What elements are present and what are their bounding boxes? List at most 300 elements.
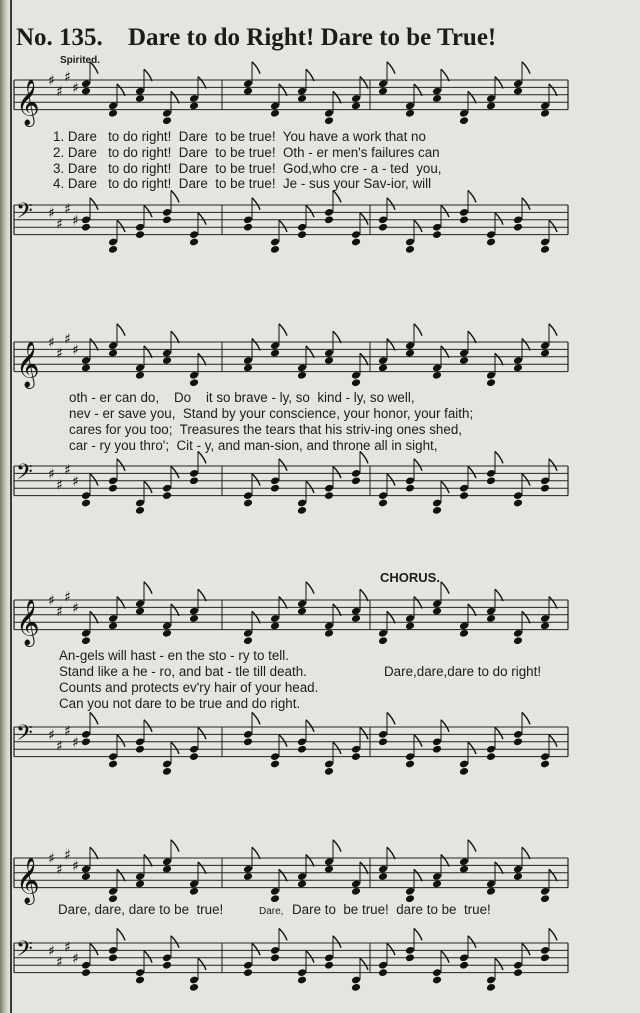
note-flag [441, 582, 449, 594]
note-head [540, 245, 550, 254]
sharp-icon: ♯ [48, 727, 55, 744]
note-flag [468, 604, 476, 616]
note-flag [171, 840, 179, 852]
sharp-icon: ♯ [56, 477, 63, 494]
note-head [162, 629, 172, 638]
note-flag [306, 951, 314, 963]
note-head [378, 499, 388, 508]
note-flag [333, 466, 341, 478]
note-flag [549, 459, 557, 471]
note-head [486, 101, 496, 110]
note-head [297, 745, 307, 754]
verse-lyric-line-7: cares for you too; Treasures the tears that his striv-ing ones shed, [69, 422, 462, 437]
note-flag [495, 589, 503, 601]
note-flag [117, 84, 125, 96]
note-head [540, 349, 550, 358]
note-flag [198, 77, 206, 89]
note-flag [279, 597, 287, 609]
note-flag [387, 943, 395, 955]
note-flag [387, 611, 395, 623]
note-head [540, 953, 550, 962]
note-head [351, 614, 361, 623]
note-flag [333, 331, 341, 343]
hymn-title: Dare to do Right! Dare to be True! [128, 24, 497, 51]
note-flag [495, 451, 503, 463]
note-flag [198, 862, 206, 874]
note-flag [333, 742, 341, 754]
sharp-icon: ♯ [48, 335, 55, 351]
note-flag [198, 727, 206, 739]
note-head [405, 953, 415, 962]
note-flag [522, 474, 530, 486]
note-head [432, 94, 442, 103]
note-flag [495, 727, 503, 739]
note-head [513, 737, 523, 746]
chorus-label: CHORUS. [380, 570, 440, 585]
note-head [324, 215, 334, 224]
note-head [405, 349, 415, 358]
note-flag [360, 353, 368, 365]
note-flag [252, 611, 260, 623]
sharp-icon: ♯ [72, 858, 79, 875]
note-head [405, 760, 415, 769]
verse-lyric-line-12: Can you not dare to be true and do right. [59, 696, 301, 711]
sharp-icon: ♯ [56, 84, 63, 101]
note-flag [252, 712, 260, 724]
note-flag [360, 958, 368, 970]
sharp-icon: ♯ [64, 847, 71, 864]
note-flag [252, 474, 260, 486]
chorus-lyric-line-2a: Dare, dare, dare to be true! [58, 902, 224, 917]
note-flag [468, 742, 476, 754]
note-head [108, 760, 118, 769]
note-flag [441, 951, 449, 963]
note-flag [117, 735, 125, 747]
bass-staff-system-2 [0, 456, 640, 516]
note-flag [333, 190, 341, 202]
note-flag [360, 862, 368, 874]
sharp-icon: ♯ [64, 69, 71, 86]
note-flag [144, 720, 152, 732]
note-flag [441, 855, 449, 867]
note-flag [252, 847, 260, 859]
note-flag [333, 936, 341, 948]
note-head [459, 116, 469, 125]
note-head [243, 636, 253, 645]
note-flag [306, 481, 314, 493]
note-head [162, 356, 172, 365]
treble-clef-icon: 𝄞 [16, 341, 40, 388]
note-head [108, 621, 118, 630]
bass-clef-icon: 𝄢 [16, 937, 33, 967]
note-head [189, 378, 199, 387]
note-head [486, 887, 496, 896]
sharp-icon: ♯ [56, 862, 63, 879]
note-flag [495, 958, 503, 970]
note-flag [117, 928, 125, 940]
note-flag [90, 474, 98, 486]
note-head [162, 767, 172, 776]
note-flag [387, 847, 395, 859]
note-head [297, 607, 307, 616]
note-head [432, 506, 442, 515]
note-head [405, 621, 415, 630]
note-flag [144, 346, 152, 358]
note-head [432, 607, 442, 616]
note-flag [306, 720, 314, 732]
note-head [324, 865, 334, 874]
verse-lyric-line-3: 3. Dare to do right! Dare to be true! God,who cre - a - ted you, [53, 161, 442, 176]
note-head [243, 223, 253, 232]
note-flag [171, 190, 179, 202]
bass-clef-icon: 𝄢 [16, 721, 33, 751]
note-head [135, 94, 145, 103]
note-head [459, 215, 469, 224]
note-flag [495, 213, 503, 225]
sharp-icon: ♯ [56, 346, 63, 363]
note-flag [414, 324, 422, 336]
note-head [81, 636, 91, 645]
note-head [243, 363, 253, 372]
note-flag [198, 958, 206, 970]
note-flag [441, 69, 449, 81]
note-head [135, 607, 145, 616]
note-flag [90, 198, 98, 210]
note-flag [279, 735, 287, 747]
note-flag [252, 943, 260, 955]
note-head [135, 371, 145, 380]
note-head [405, 245, 415, 254]
sharp-icon: ♯ [72, 473, 79, 490]
note-flag [468, 331, 476, 343]
note-head [270, 953, 280, 962]
note-head [297, 371, 307, 380]
sharp-icon: ♯ [72, 600, 79, 617]
note-flag [468, 936, 476, 948]
note-flag [549, 928, 557, 940]
note-head [162, 491, 172, 500]
note-flag [360, 77, 368, 89]
note-head [81, 737, 91, 746]
note-head [108, 349, 118, 358]
note-head [459, 356, 469, 365]
note-head [351, 238, 361, 247]
note-flag [549, 84, 557, 96]
note-head [540, 760, 550, 769]
note-head [297, 879, 307, 888]
note-head [351, 101, 361, 110]
note-flag [90, 611, 98, 623]
note-flag [522, 339, 530, 351]
note-head [189, 983, 199, 992]
note-flag [441, 481, 449, 493]
sharp-icon: ♯ [56, 216, 63, 233]
note-flag [495, 77, 503, 89]
note-head [81, 872, 91, 881]
note-flag [144, 855, 152, 867]
note-head [351, 476, 361, 485]
note-flag [441, 205, 449, 217]
treble-staff-system-2 [0, 332, 640, 392]
note-flag [387, 474, 395, 486]
note-flag [414, 735, 422, 747]
note-head [135, 506, 145, 515]
hymn-header [16, 24, 626, 58]
note-head [540, 484, 550, 493]
note-head [297, 94, 307, 103]
note-head [297, 230, 307, 239]
note-head [324, 629, 334, 638]
sharp-icon: ♯ [72, 950, 79, 967]
note-head [243, 872, 253, 881]
note-head [108, 245, 118, 254]
note-head [324, 961, 334, 970]
note-head [189, 752, 199, 761]
note-flag [306, 69, 314, 81]
note-flag [198, 589, 206, 601]
note-head [108, 953, 118, 962]
note-head [81, 499, 91, 508]
note-flag [468, 190, 476, 202]
verse-lyric-line-1: 1. Dare to do right! Dare to be true! You have a work that no [53, 129, 426, 144]
note-head [243, 499, 253, 508]
note-flag [171, 742, 179, 754]
note-head [243, 87, 253, 96]
note-flag [522, 712, 530, 724]
note-flag [522, 943, 530, 955]
sharp-icon: ♯ [48, 943, 55, 960]
note-flag [279, 459, 287, 471]
note-flag [144, 582, 152, 594]
note-head [378, 968, 388, 977]
verse-lyric-line-4: 4. Dare to do right! Dare to be true! Je - sus your Sav-ior, will [53, 176, 432, 191]
sharp-icon: ♯ [64, 589, 71, 606]
note-flag [144, 481, 152, 493]
note-flag [279, 84, 287, 96]
note-head [135, 976, 145, 985]
note-head [243, 737, 253, 746]
note-head [324, 767, 334, 776]
treble-clef-icon: 𝄞 [16, 79, 40, 126]
note-head [108, 109, 118, 118]
note-flag [90, 847, 98, 859]
verse-lyric-line-6: nev - er save you, Stand by your conscience, your honor, your faith; [69, 406, 474, 421]
note-flag [117, 869, 125, 881]
note-head [459, 961, 469, 970]
note-head [162, 215, 172, 224]
note-flag [441, 346, 449, 358]
note-head [486, 238, 496, 247]
note-head [162, 961, 172, 970]
sharp-icon: ♯ [64, 939, 71, 956]
note-head [378, 737, 388, 746]
note-flag [333, 604, 341, 616]
tempo-marking: Spirited. [60, 55, 101, 66]
note-flag [360, 213, 368, 225]
note-flag [387, 712, 395, 724]
note-head [324, 356, 334, 365]
note-head [459, 865, 469, 874]
note-head [81, 363, 91, 372]
sharp-icon: ♯ [48, 73, 55, 89]
note-flag [387, 198, 395, 210]
chorus-lyric-line-2b: Dare, [259, 906, 284, 917]
bass-clef-icon: 𝄢 [16, 460, 33, 490]
note-head [486, 752, 496, 761]
note-flag [279, 869, 287, 881]
note-flag [279, 928, 287, 940]
note-flag [522, 62, 530, 74]
note-head [486, 983, 496, 992]
sharp-icon: ♯ [72, 342, 79, 359]
note-flag [549, 597, 557, 609]
note-head [459, 629, 469, 638]
note-flag [306, 582, 314, 594]
note-head [432, 745, 442, 754]
note-head [513, 968, 523, 977]
note-flag [387, 62, 395, 74]
note-head [270, 894, 280, 903]
sharp-icon: ♯ [64, 331, 71, 348]
note-head [81, 223, 91, 232]
note-flag [171, 936, 179, 948]
chorus-lyric-line-2c: Dare to be true! dare to be true! [292, 902, 491, 917]
note-flag [198, 213, 206, 225]
note-head [270, 760, 280, 769]
sharp-icon: ♯ [56, 738, 63, 755]
sharp-icon: ♯ [64, 462, 71, 479]
note-head [81, 968, 91, 977]
note-head [351, 378, 361, 387]
note-head [513, 363, 523, 372]
note-head [324, 116, 334, 125]
note-head [378, 636, 388, 645]
note-head [162, 116, 172, 125]
treble-staff-system-1 [0, 70, 640, 130]
note-flag [171, 466, 179, 478]
note-flag [306, 855, 314, 867]
note-head [162, 865, 172, 874]
note-flag [117, 220, 125, 232]
note-flag [252, 62, 260, 74]
note-flag [414, 459, 422, 471]
bass-staff-system-1 [0, 195, 640, 255]
verse-lyric-line-2: 2. Dare to do right! Dare to be true! Oth - er men's failures can [53, 145, 440, 160]
treble-staff-system-4 [0, 848, 640, 908]
note-head [135, 879, 145, 888]
note-head [243, 968, 253, 977]
note-head [486, 378, 496, 387]
note-head [432, 976, 442, 985]
note-head [513, 636, 523, 645]
note-flag [90, 943, 98, 955]
sharp-icon: ♯ [72, 212, 79, 229]
note-head [486, 614, 496, 623]
note-head [351, 752, 361, 761]
note-flag [144, 69, 152, 81]
note-flag [252, 198, 260, 210]
note-flag [495, 353, 503, 365]
note-flag [117, 324, 125, 336]
note-head [270, 484, 280, 493]
note-head [135, 745, 145, 754]
note-flag [171, 331, 179, 343]
note-flag [414, 84, 422, 96]
note-head [513, 87, 523, 96]
note-head [135, 230, 145, 239]
note-head [297, 976, 307, 985]
sharp-icon: ♯ [48, 466, 55, 483]
treble-clef-icon: 𝄞 [16, 857, 40, 904]
verse-lyric-line-11: Counts and protects ev'ry hair of your head. [59, 680, 319, 695]
note-head [540, 894, 550, 903]
sharp-icon: ♯ [48, 851, 55, 867]
note-head [378, 363, 388, 372]
chorus-lyric-line-1: Dare,dare,dare to do right! [384, 664, 542, 679]
note-flag [468, 466, 476, 478]
note-flag [279, 220, 287, 232]
note-flag [144, 951, 152, 963]
note-flag [360, 727, 368, 739]
treble-clef-icon: 𝄞 [16, 599, 40, 646]
note-flag [468, 840, 476, 852]
note-flag [90, 712, 98, 724]
note-flag [414, 597, 422, 609]
note-head [189, 476, 199, 485]
note-head [189, 887, 199, 896]
note-flag [252, 339, 260, 351]
note-flag [279, 324, 287, 336]
note-flag [549, 220, 557, 232]
note-flag [198, 353, 206, 365]
note-head [351, 983, 361, 992]
note-head [189, 101, 199, 110]
note-flag [333, 840, 341, 852]
note-head [540, 621, 550, 630]
note-head [459, 767, 469, 776]
note-flag [414, 869, 422, 881]
verse-lyric-line-8: car - ry you thro'; Cit - y, and man-sion, and throne all in sight, [69, 438, 438, 453]
note-head [405, 109, 415, 118]
note-head [270, 349, 280, 358]
note-head [432, 371, 442, 380]
sharp-icon: ♯ [64, 723, 71, 740]
note-flag [171, 604, 179, 616]
note-head [378, 223, 388, 232]
note-flag [306, 205, 314, 217]
bass-clef-icon: 𝄢 [16, 199, 33, 229]
note-flag [306, 346, 314, 358]
note-flag [522, 198, 530, 210]
note-flag [549, 324, 557, 336]
note-flag [333, 91, 341, 103]
sharp-icon: ♯ [72, 734, 79, 751]
note-flag [468, 91, 476, 103]
note-head [81, 87, 91, 96]
note-head [459, 491, 469, 500]
sharp-icon: ♯ [64, 201, 71, 218]
note-head [486, 476, 496, 485]
note-head [297, 506, 307, 515]
note-head [270, 621, 280, 630]
note-head [270, 245, 280, 254]
note-flag [522, 611, 530, 623]
verse-lyric-line-9: An-gels will hast - en the sto - ry to tell. [59, 648, 289, 663]
note-head [432, 230, 442, 239]
note-head [324, 491, 334, 500]
verse-lyric-line-5: oth - er can do, Do it so brave - ly, so kind - ly, so well, [69, 390, 415, 405]
note-head [513, 872, 523, 881]
